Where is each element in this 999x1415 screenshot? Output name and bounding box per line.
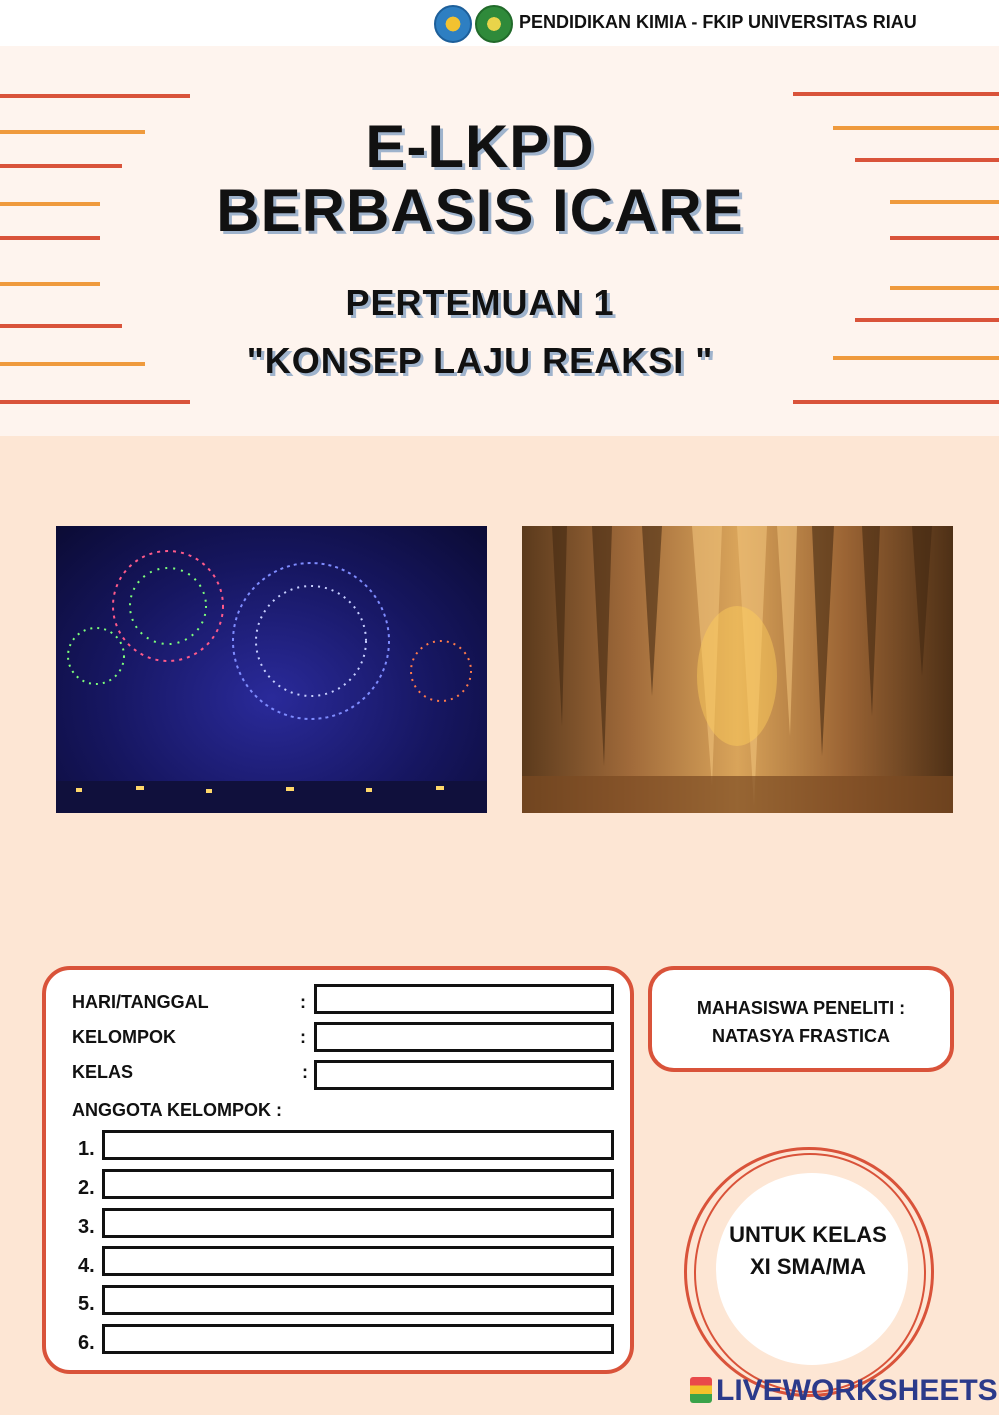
decor-line xyxy=(793,92,999,96)
member-number: 3. xyxy=(78,1216,95,1238)
member-input-3[interactable] xyxy=(102,1208,614,1238)
member-input-2[interactable] xyxy=(102,1169,614,1199)
topic-title: "KONSEP LAJU REAKSI " xyxy=(246,340,714,381)
cave-illustration xyxy=(522,526,953,813)
class-badge xyxy=(680,1143,936,1399)
fireworks-illustration xyxy=(56,526,487,813)
liveworksheets-brand xyxy=(690,1374,998,1408)
member-input-6[interactable] xyxy=(102,1324,614,1354)
badge-line1: UNTUK KELAS xyxy=(729,1222,887,1247)
class-input[interactable] xyxy=(314,1060,614,1090)
fireworks-photo xyxy=(56,526,487,813)
member-number: 5. xyxy=(78,1293,95,1315)
decor-line xyxy=(0,94,190,98)
meeting-title: PERTEMUAN 1 xyxy=(345,282,615,323)
members-label: ANGGOTA KELOMPOK : xyxy=(72,1100,282,1120)
kemdikbud-logo-icon xyxy=(434,5,472,43)
date-input[interactable] xyxy=(314,984,614,1014)
universitas-riau-logo-icon xyxy=(475,5,513,43)
member-input-4[interactable] xyxy=(102,1246,614,1276)
member-number: 4. xyxy=(78,1255,95,1277)
field-colon: : xyxy=(300,1027,306,1047)
researcher-label: MAHASISWA PENELITI : xyxy=(696,998,906,1018)
liveworksheets-logo-icon xyxy=(690,1377,712,1403)
researcher-card xyxy=(648,966,954,1072)
decor-line xyxy=(793,400,999,404)
field-label-class: KELAS xyxy=(72,1062,134,1082)
field-colon: : xyxy=(302,1062,308,1082)
student-form-card xyxy=(42,966,634,1374)
field-label-date: HARI/TANGGAL xyxy=(72,992,209,1012)
cave-stalactite-photo xyxy=(522,526,953,813)
badge-line2: XI SMA/MA xyxy=(749,1254,867,1279)
main-title-line1: E-LKPD xyxy=(365,113,595,180)
member-number: 2. xyxy=(78,1177,95,1199)
organization-name: PENDIDIKAN KIMIA - FKIP UNIVERSITAS RIAU xyxy=(519,12,917,32)
group-input[interactable] xyxy=(314,1022,614,1052)
field-label-group: KELOMPOK xyxy=(72,1027,177,1047)
decor-line xyxy=(0,400,190,404)
field-colon: : xyxy=(300,992,306,1012)
member-number: 1. xyxy=(78,1138,95,1160)
member-input-1[interactable] xyxy=(102,1130,614,1160)
top-bar xyxy=(0,0,999,46)
brand-text: LIVEWORKSHEETS xyxy=(716,1374,998,1407)
researcher-name: NATASYA FRASTICA xyxy=(711,1026,890,1046)
member-input-5[interactable] xyxy=(102,1285,614,1315)
decor-line xyxy=(0,324,122,328)
main-title-line2: BERBASIS ICARE xyxy=(216,177,744,244)
member-number: 6. xyxy=(78,1332,95,1354)
